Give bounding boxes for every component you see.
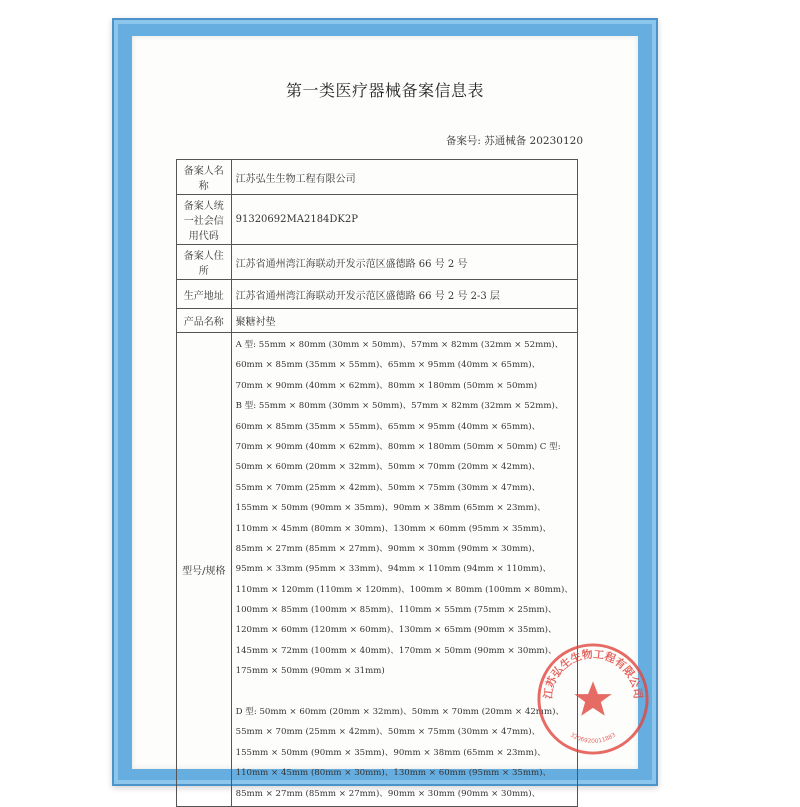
table-row	[177, 195, 578, 245]
spec-line: B 型: 55mm × 80mm (30mm × 50mm)、57mm × 82mm (32mm × 52mm)、	[235, 401, 564, 412]
svg-text:3206920011883	[569, 732, 617, 745]
table-row	[177, 309, 578, 333]
value-production-address: 江苏省通州湾江海联动开发示范区盛德路 66 号 2 号 2-3 层	[231, 280, 577, 309]
spec-line: 175mm × 50mm (90mm × 31mm)	[235, 666, 385, 677]
table-row	[177, 160, 578, 195]
seal-number: 3206920011883	[568, 732, 618, 745]
spec-line: 155mm × 50mm (90mm × 35mm)、90mm × 38mm (65mm × 23mm)、	[235, 503, 546, 514]
label-model-spec: 型号/规格	[177, 333, 232, 807]
spec-line: 120mm × 60mm (120mm × 60mm)、130mm × 65mm (90mm × 35mm)、	[235, 625, 557, 636]
spec-line: 110mm × 45mm (80mm × 30mm)、130mm × 60mm (95mm × 35mm)、	[235, 523, 552, 534]
seal-text: 江苏弘生生物工程有限公司	[541, 647, 645, 700]
table-row	[177, 333, 578, 807]
spec-line: 155mm × 50mm (90mm × 35mm)、90mm × 38mm (65mm × 23mm)、	[235, 747, 546, 758]
value-model-spec	[231, 333, 577, 807]
value-registrant-address: 江苏省通州湾江海联动开发示范区盛德路 66 号 2 号	[231, 245, 577, 280]
spec-line: 110mm × 45mm (80mm × 30mm)、130mm × 60mm (95mm × 35mm)、	[235, 768, 552, 779]
value-product-name: 聚糖衬垫	[231, 309, 577, 333]
spec-line: 55mm × 70mm (25mm × 42mm)、50mm × 75mm (30mm × 47mm)、	[235, 482, 541, 493]
value-registrant-name: 江苏弘生生物工程有限公司	[231, 160, 577, 195]
spec-line: 50mm × 60mm (20mm × 32mm)、50mm × 70mm (20mm × 42mm)、	[235, 462, 541, 473]
value-credit-code: 91320692MA2184DK2P	[231, 195, 577, 245]
record-number: 备案号: 苏通械备 20230120	[445, 135, 583, 147]
spec-line: 85mm × 27mm (85mm × 27mm)、90mm × 30mm (90mm × 30mm)、	[235, 543, 541, 554]
spec-line: 70mm × 90mm (40mm × 62mm)、80mm × 180mm (50mm × 50mm) C 型:	[235, 441, 561, 452]
spec-line: A 型: 55mm × 80mm (30mm × 50mm)、57mm × 82mm (32mm × 52mm)、	[235, 340, 564, 350]
spec-line: 60mm × 85mm (35mm × 55mm)、65mm × 95mm (40mm × 65mm)、	[235, 360, 541, 371]
spec-lines	[236, 335, 573, 804]
spec-line: 70mm × 90mm (40mm × 62mm)、80mm × 180mm (50mm × 50mm)	[235, 380, 538, 391]
spec-line: 55mm × 70mm (25mm × 42mm)、50mm × 75mm (30mm × 47mm)、	[235, 727, 541, 738]
spec-line: 95mm × 33mm (95mm × 33mm)、94mm × 110mm (94mm × 110mm)、	[235, 564, 552, 575]
registration-info-table	[176, 159, 578, 807]
spec-gap	[236, 682, 573, 702]
spec-line: D 型: 50mm × 60mm (20mm × 32mm)、50mm × 70mm (20mm × 42mm)、	[235, 707, 565, 718]
seal-star-icon	[574, 681, 611, 715]
spec-line: 60mm × 85mm (35mm × 55mm)、65mm × 95mm (40mm × 65mm)、	[235, 421, 541, 432]
spec-line: 145mm × 72mm (100mm × 40mm)、170mm × 50mm (90mm × 30mm)、	[235, 645, 557, 656]
document-title: 第一类医疗器械备案信息表	[285, 81, 484, 100]
table-row	[177, 245, 578, 280]
table-row	[177, 280, 578, 309]
label-registrant-name: 备案人名称	[177, 160, 232, 195]
label-credit-code: 备案人统一社会信用代码	[177, 195, 232, 245]
spec-line: 85mm × 27mm (85mm × 27mm)、90mm × 30mm (90mm × 30mm)、	[235, 788, 541, 799]
label-product-name: 产品名称	[177, 309, 232, 333]
spec-line: 100mm × 85mm (100mm × 85mm)、110mm × 55mm (75mm × 25mm)、	[235, 605, 557, 616]
label-production-address: 生产地址	[177, 280, 232, 309]
spec-line: 110mm × 120mm (110mm × 120mm)、100mm × 80mm (100mm × 80mm)、	[235, 584, 573, 595]
company-seal-stamp	[534, 640, 652, 758]
label-registrant-address: 备案人住所	[177, 245, 232, 280]
